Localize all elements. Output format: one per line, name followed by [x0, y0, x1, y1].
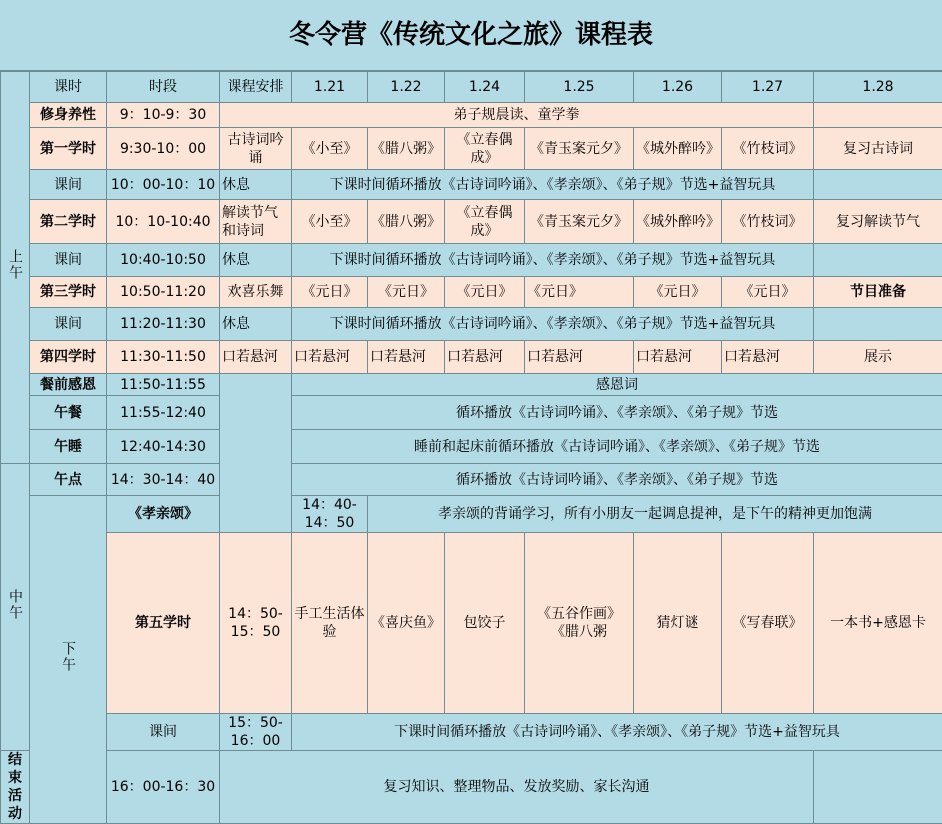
time-cell: 11:30-11:50: [107, 341, 220, 374]
slot-cell: 课间: [30, 308, 107, 341]
lesson-cell: 节目准备: [814, 277, 942, 308]
table-row: [1, 244, 942, 277]
slot-cell: 《孝亲颂》: [107, 496, 220, 533]
arrange-cell: 休息: [220, 308, 292, 341]
table-row: [1, 714, 942, 751]
lesson-cell: 《立春偶成》: [445, 200, 525, 244]
lesson-cell: 《元日》: [525, 277, 634, 308]
lesson-cell: 《喜庆鱼》: [368, 533, 445, 714]
header-row: [1, 72, 942, 103]
content-cell: 下课时间循环播放《古诗词吟诵》、《孝亲颂》、《弟子规》节选+益智玩具: [292, 170, 814, 200]
lesson-cell: 复习解读节气: [814, 200, 942, 244]
empty-cell: [814, 308, 942, 341]
header-date: 1.22: [368, 72, 445, 103]
lesson-cell: 一本书+感恩卡: [814, 533, 942, 714]
table-row: [1, 396, 942, 430]
schedule-table: [0, 71, 942, 824]
slot-cell: 课间: [107, 714, 220, 751]
lesson-cell: 《五谷作画》《腊八粥: [525, 533, 634, 714]
content-cell: 睡前和起床前循环播放《古诗词吟诵》、《孝亲颂》、《弟子规》节选: [292, 430, 942, 464]
slot-cell: 第二学时: [30, 200, 107, 244]
table-row: [1, 128, 942, 170]
header-date: 1.25: [525, 72, 634, 103]
slot-cell: 午睡: [30, 430, 107, 464]
period-noon: 中午: [1, 464, 30, 751]
slot-cell: 课间: [30, 244, 107, 277]
table-row: [1, 374, 942, 396]
lesson-cell: 《小至》: [292, 200, 368, 244]
content-cell: 弟子规晨读、童学拳: [220, 103, 814, 128]
header-date: 1.24: [445, 72, 525, 103]
slot-cell: 餐前感恩: [30, 374, 107, 396]
slot-cell: 第三学时: [30, 277, 107, 308]
lesson-cell: 《元日》: [722, 277, 814, 308]
slot-cell: 午点: [30, 464, 107, 496]
arrange-cell: 休息: [220, 170, 292, 200]
arrange-cell: 古诗词吟诵: [220, 128, 292, 170]
lesson-cell: 猜灯谜: [634, 533, 722, 714]
header-arrange: 课程安排: [220, 72, 292, 103]
arrange-cell: 解读节气和诗词: [220, 200, 292, 244]
arrange-cell: 口若悬河: [220, 341, 292, 374]
lesson-cell: 《青玉案元夕》: [525, 200, 634, 244]
table-row: [1, 308, 942, 341]
table-row: [1, 751, 942, 824]
lesson-cell: 《元日》: [292, 277, 368, 308]
time-cell: 11:50-11:55: [107, 374, 220, 396]
lesson-cell: 口若悬河: [634, 341, 722, 374]
table-row: [1, 533, 942, 714]
content-cell: 循环播放《古诗词吟诵》、《孝亲颂》、《弟子规》节选: [292, 464, 942, 496]
table-row: [1, 277, 942, 308]
content-cell: 循环播放《古诗词吟诵》、《孝亲颂》、《弟子规》节选: [292, 396, 942, 430]
lesson-cell: 《元日》: [445, 277, 525, 308]
table-row: [1, 200, 942, 244]
slot-cell: 第五学时: [107, 533, 220, 714]
table-row: [1, 464, 942, 496]
table-row: [1, 496, 942, 533]
time-cell: 11:20-11:30: [107, 308, 220, 341]
arrange-cell: 休息: [220, 244, 292, 277]
slot-cell: 修身养性: [30, 103, 107, 128]
lesson-cell: 口若悬河: [292, 341, 368, 374]
time-cell: 16：00-16：30: [107, 751, 220, 824]
lesson-cell: 《竹枝词》: [722, 128, 814, 170]
empty-cell: [814, 751, 942, 824]
lesson-cell: 《城外醉吟》: [634, 200, 722, 244]
time-cell: 14：40-14：50: [292, 496, 368, 533]
time-cell: 14：50-15：50: [220, 533, 292, 714]
arrange-cell: 欢喜乐舞: [220, 277, 292, 308]
time-cell: 14：30-14：40: [107, 464, 220, 496]
lesson-cell: 《竹枝词》: [722, 200, 814, 244]
table-row: [1, 430, 942, 464]
time-cell: 9：10-9：30: [107, 103, 220, 128]
empty-cell: [814, 103, 942, 128]
lesson-cell: 《小至》: [292, 128, 368, 170]
slot-cell: 第四学时: [30, 341, 107, 374]
arrange-cell: 手工生活体验: [292, 533, 368, 714]
arrange-cell-empty: [220, 374, 292, 533]
lesson-cell: 《城外醉吟》: [634, 128, 722, 170]
lesson-cell: 包饺子: [445, 533, 525, 714]
empty-cell: [814, 244, 942, 277]
lesson-cell: 《元日》: [368, 277, 445, 308]
time-cell: 10：00-10：10: [107, 170, 220, 200]
lesson-cell: 《腊八粥》: [368, 128, 445, 170]
lesson-cell: 口若悬河: [445, 341, 525, 374]
lesson-cell: 《青玉案元夕》: [525, 128, 634, 170]
lesson-cell: 《元日》: [634, 277, 722, 308]
lesson-cell: 《腊八粥》: [368, 200, 445, 244]
lesson-cell: 复习古诗词: [814, 128, 942, 170]
content-cell: 孝亲颂的背诵学习，所有小朋友一起调息提神，是下午的精神更加饱满: [368, 496, 942, 533]
slot-cell: 结束活动: [1, 751, 30, 824]
time-cell: 10:50-11:20: [107, 277, 220, 308]
lesson-cell: 《立春偶成》: [445, 128, 525, 170]
lesson-cell: 口若悬河: [525, 341, 634, 374]
time-cell: 15：50-16：00: [220, 714, 292, 751]
header-date: 1.27: [722, 72, 814, 103]
table-row: [1, 170, 942, 200]
content-cell: 感恩词: [292, 374, 942, 396]
content-cell: 下课时间循环播放《古诗词吟诵》、《孝亲颂》、《弟子规》节选+益智玩具: [292, 308, 814, 341]
time-cell: 10:40-10:50: [107, 244, 220, 277]
time-cell: 12:40-14:30: [107, 430, 220, 464]
lesson-cell: 《写春联》: [722, 533, 814, 714]
header-date: 1.28: [814, 72, 942, 103]
lesson-cell: 口若悬河: [722, 341, 814, 374]
header-date: 1.21: [292, 72, 368, 103]
content-cell: 下课时间循环播放《古诗词吟诵》、《孝亲颂》、《弟子规》节选+益智玩具: [292, 714, 942, 751]
header-time: 时段: [107, 72, 220, 103]
slot-cell: 第一学时: [30, 128, 107, 170]
time-cell: 11:55-12:40: [107, 396, 220, 430]
empty-cell: [814, 170, 942, 200]
period-afternoon: 下午: [30, 496, 107, 824]
content-cell: 复习知识、整理物品、发放奖励、家长沟通: [220, 751, 814, 824]
slot-cell: 午餐: [30, 396, 107, 430]
time-cell: 9:30-10：00: [107, 128, 220, 170]
time-cell: 10：10-10:40: [107, 200, 220, 244]
content-cell: 下课时间循环播放《古诗词吟诵》、《孝亲颂》、《弟子规》节选+益智玩具: [292, 244, 814, 277]
table-row: [1, 341, 942, 374]
lesson-cell: 展示: [814, 341, 942, 374]
lesson-cell: 口若悬河: [368, 341, 445, 374]
period-morning: 上午: [1, 72, 30, 464]
table-row: [1, 103, 942, 128]
header-slot: 课时: [30, 72, 107, 103]
slot-cell: 课间: [30, 170, 107, 200]
header-date: 1.26: [634, 72, 722, 103]
page-title: 冬令营《传统文化之旅》课程表: [0, 0, 942, 71]
